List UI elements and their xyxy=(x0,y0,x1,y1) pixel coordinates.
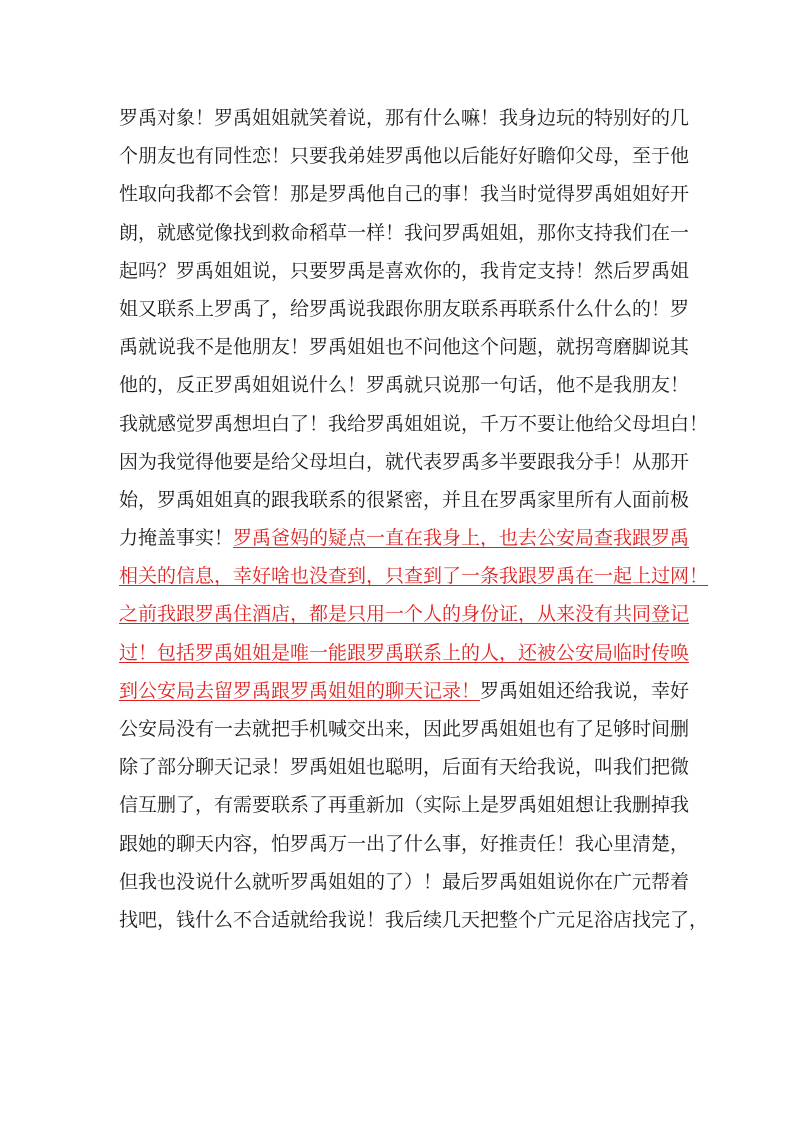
text-segment: 罗禹姐姐还给我说，幸好 xyxy=(480,679,690,702)
text-segment: 因为我觉得他要是给父母坦白，就代表罗禹多半要跟我分手！从那开 xyxy=(119,450,690,473)
text-line xyxy=(119,290,690,328)
text-line xyxy=(119,595,690,633)
text-line xyxy=(119,405,709,443)
text-segment: 但我也没说什么就听罗禹姐姐的了）！最后罗禹姐姐说你在广元帮着 xyxy=(119,870,690,893)
text-segment: 我就感觉罗禹想坦白了！我给罗禹姐姐说，千万不要让他给父母坦白！ xyxy=(119,412,709,435)
text-line xyxy=(119,710,690,748)
text-line xyxy=(119,863,690,901)
text-line xyxy=(119,557,709,595)
text-segment: 跟她的聊天内容，怕罗禹万一出了什么事，好推责任！我心里清楚， xyxy=(119,832,690,855)
highlighted-text-segment: 相关的信息，幸好啥也没查到，只查到了一条我跟罗禹在一起上过网！ xyxy=(119,565,709,588)
text-line xyxy=(119,252,690,290)
text-line xyxy=(119,328,690,366)
text-line xyxy=(119,366,690,404)
text-segment: 禹就说我不是他朋友！罗禹姐姐也不问他这个问题，就拐弯磨脚说其 xyxy=(119,336,690,359)
text-line xyxy=(119,786,690,824)
text-segment: 公安局没有一去就把手机喊交出来，因此罗禹姐姐也有了足够时间删 xyxy=(119,718,690,740)
text-segment: 姐又联系上罗禹了，给罗禹说我跟你朋友联系再联系什么什么的！罗 xyxy=(119,297,690,320)
text-segment: 他的，反正罗禹姐姐说什么！罗禹就只说那一句话，他不是我朋友！ xyxy=(119,374,690,397)
text-segment: 找吧，钱什么不合适就给我说！我后续几天把整个广元足浴店找完了， xyxy=(119,908,709,931)
text-line xyxy=(119,672,690,710)
text-line xyxy=(119,175,690,213)
text-segment: 朗，就感觉像找到救命稻草一样！我问罗禹姐姐，那你支持我们在一 xyxy=(119,221,690,244)
text-line xyxy=(119,634,690,672)
text-line xyxy=(119,443,690,481)
highlighted-text-segment: 到公安局去留罗禹跟罗禹姐姐的聊天记录！ xyxy=(119,679,481,702)
text-line xyxy=(119,748,690,786)
text-line xyxy=(119,519,690,557)
text-segment: 起吗？罗禹姐姐说，只要罗禹是喜欢你的，我肯定支持！然后罗禹姐 xyxy=(119,259,690,282)
text-segment: 力掩盖事实！ xyxy=(119,527,234,550)
text-line xyxy=(119,901,709,939)
highlighted-text-segment: 罗禹爸妈的疑点一直在我身上，也去公安局查我跟罗禹 xyxy=(233,527,690,550)
text-segment: 始，罗禹姐姐真的跟我联系的很紧密，并且在罗禹家里所有人面前极 xyxy=(119,488,690,511)
text-segment: 除了部分聊天记录！罗禹姐姐也聪明，后面有天给我说，叫我们把微 xyxy=(119,756,690,779)
text-line xyxy=(119,214,690,252)
text-line xyxy=(119,481,690,519)
highlighted-text-segment: 之前我跟罗禹住酒店，都是只用一个人的身份证，从来没有共同登记 xyxy=(119,603,690,626)
text-segment: 性取向我都不会管！那是罗禹他自己的事！我当时觉得罗禹姐姐好开 xyxy=(119,183,690,206)
body-text xyxy=(119,99,709,939)
text-line xyxy=(119,825,690,863)
text-segment: 罗禹对象！罗禹姐姐就笑着说，那有什么嘛！我身边玩的特别好的几 xyxy=(119,107,690,129)
text-line xyxy=(119,137,690,175)
text-segment: 信互删了，有需要联系了再重新加（实际上是罗禹姐姐想让我删掉我 xyxy=(119,794,690,817)
highlighted-text-segment: 过！包括罗禹姐姐是唯一能跟罗禹联系上的人，还被公安局临时传唤 xyxy=(119,641,690,664)
text-segment: 个朋友也有同性恋！只要我弟娃罗禹他以后能好好瞻仰父母，至于他 xyxy=(119,145,690,168)
text-line xyxy=(119,99,690,137)
